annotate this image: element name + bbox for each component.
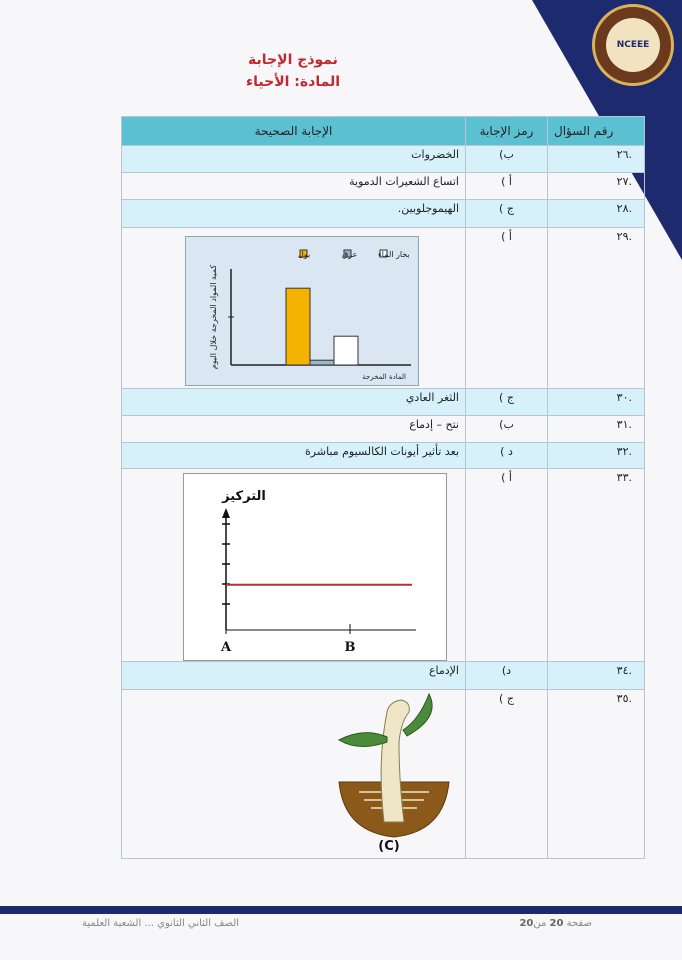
table-row [122, 662, 644, 690]
x-ticks [220, 624, 356, 655]
answer-cell-diagram [122, 690, 465, 858]
answer-code: أ ) [465, 469, 547, 661]
x-tick-label: A [220, 640, 232, 655]
excretion-bar-chart [185, 236, 419, 386]
question-number: .٣١ [547, 416, 644, 442]
legend-label: بول [298, 250, 311, 259]
table-row [122, 173, 644, 200]
answer-text: الثغر العادي [405, 391, 459, 404]
x-tick-label: B [344, 640, 356, 655]
question-number: .٢٨ [547, 200, 644, 227]
diagram-label: (C) [378, 839, 400, 852]
answer-text: الإدماع [428, 664, 459, 677]
chart-y-axis-label: التركيز [222, 489, 266, 504]
answer-code: ج ) [465, 389, 547, 415]
chart-bars [286, 288, 358, 365]
table-row [122, 228, 644, 389]
table-row [122, 690, 644, 858]
answer-code: أ ) [465, 228, 547, 388]
answer-code: ب) [465, 146, 547, 172]
table-row [122, 416, 644, 443]
header-correct-answer: الإجابة الصحيحة [254, 124, 333, 138]
answer-table [121, 116, 645, 859]
answer-text: اتساع الشعيرات الدموية [349, 175, 459, 188]
chart-x-axis-label: المادة المخرجة [362, 373, 406, 381]
answer-code: أ ) [465, 173, 547, 199]
answer-code: د ) [465, 443, 547, 468]
question-number: .٣٢ [547, 443, 644, 468]
answer-text: الهيموجلوبين. [397, 202, 459, 215]
footer-grade-label: الصف الثاني الثانوي ... الشعبة العلمية [82, 918, 240, 929]
header-question-number: رقم السؤال [547, 117, 644, 145]
question-number: .٣٤ [547, 662, 644, 689]
page-subtitle: المادة: الأحياء [245, 74, 341, 90]
header-answer-code: رمز الإجابة [465, 117, 547, 145]
germinating-plant-diagram [329, 692, 459, 852]
table-row [122, 389, 644, 416]
answer-code: د) [465, 662, 547, 689]
answer-code: ج ) [465, 200, 547, 227]
table-row [122, 200, 644, 228]
question-number: .٣٥ [547, 690, 644, 858]
answer-code: ج ) [465, 690, 547, 858]
answer-text: الخضروات [411, 148, 459, 161]
table-row [122, 146, 644, 173]
answer-cell-chart [122, 228, 465, 388]
question-number: .٢٧ [547, 173, 644, 199]
footer-bar [0, 906, 682, 914]
bar [334, 336, 358, 365]
question-number: .٣٠ [547, 389, 644, 415]
answer-code: ب) [465, 416, 547, 442]
legend-label: بخار الماء [378, 250, 410, 259]
page-title: نموذج الإجابة [248, 52, 338, 68]
chart-legend [298, 250, 410, 259]
of-label: من [533, 918, 547, 929]
y-axis-arrow-icon [222, 508, 230, 518]
chart-y-axis-label: كمية المواد المخرجة خلال اليوم [209, 264, 218, 370]
page-num: 20 [549, 918, 564, 929]
bar [286, 288, 310, 365]
concentration-line-chart [183, 473, 447, 661]
left-leaf-icon [339, 733, 387, 747]
table-header [122, 117, 644, 146]
answer-cell-chart [122, 469, 465, 661]
footer-page-number [519, 918, 592, 929]
logo-text: NCEEE [606, 18, 660, 72]
answer-text: بعد تأثير أيونات الكالسيوم مباشرة [305, 445, 459, 458]
answer-text: نتح – إدماع [409, 418, 459, 431]
question-number: .٢٩ [547, 228, 644, 388]
bar [310, 360, 334, 365]
legend-label: عرق [342, 250, 358, 259]
page-total: 20 [519, 918, 534, 929]
question-number: .٢٦ [547, 146, 644, 172]
table-row [122, 469, 644, 662]
table-row [122, 443, 644, 469]
institution-logo [592, 4, 674, 86]
question-number: .٣٣ [547, 469, 644, 661]
page-label: صفحة [566, 918, 592, 929]
